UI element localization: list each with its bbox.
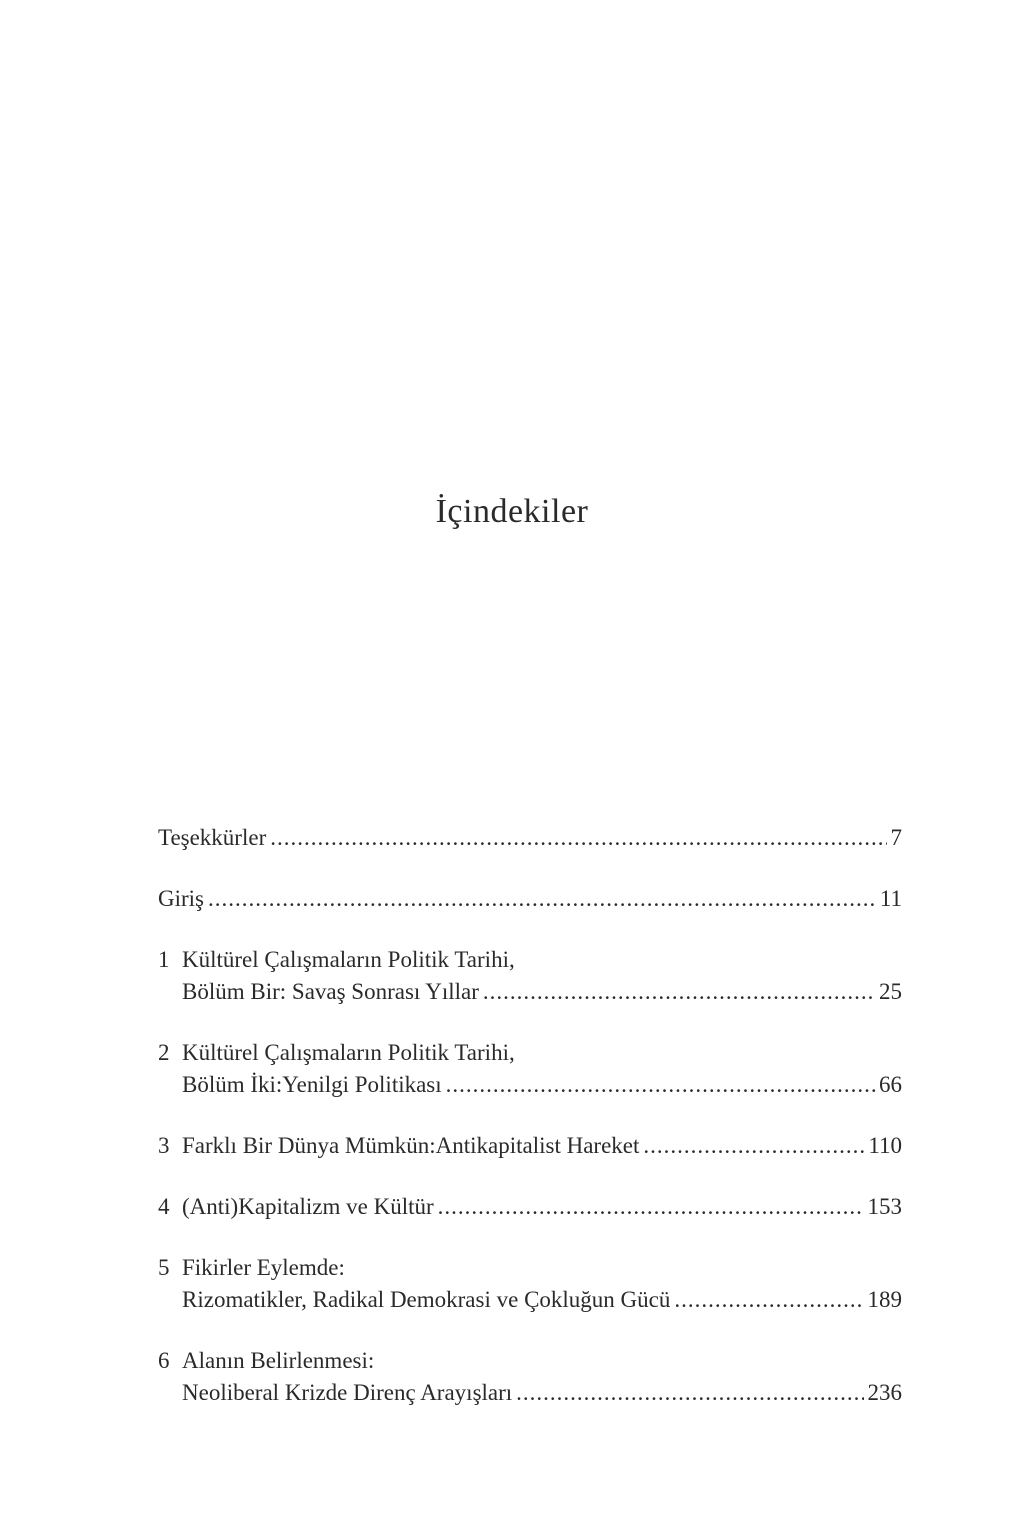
dot-leader xyxy=(270,822,886,854)
toc-entry-title: Fikirler Eylemde: xyxy=(182,1255,345,1280)
page-title: İçindekiler xyxy=(435,493,589,530)
toc-page-number: 7 xyxy=(890,825,902,850)
dot-leader xyxy=(674,1284,863,1316)
toc-entry-chapter-6 xyxy=(158,1345,902,1409)
chapter-number: 1 xyxy=(158,947,170,972)
toc-entry-title: Kültürel Çalışmaların Politik Tarihi, xyxy=(182,1040,515,1065)
chapter-number: 5 xyxy=(158,1255,170,1280)
chapter-number: 4 xyxy=(158,1194,170,1219)
toc-entry-title: Alanın Belirlenmesi: xyxy=(182,1348,375,1373)
table-of-contents xyxy=(158,822,902,1438)
toc-page-number: 110 xyxy=(868,1133,902,1158)
dot-leader xyxy=(208,883,876,915)
toc-entry-subtitle: Rizomatikler, Radikal Demokrasi ve Çokluğun Gücü xyxy=(182,1287,671,1312)
toc-entry-title: Kültürel Çalışmaların Politik Tarihi, xyxy=(182,947,515,972)
toc-entry-subtitle: Neoliberal Krizde Direnç Arayışları xyxy=(182,1380,513,1405)
toc-entry-subtitle: Bölüm İki:Yenilgi Politikası xyxy=(182,1072,442,1097)
chapter-number: 6 xyxy=(158,1348,170,1373)
dot-leader xyxy=(516,1377,863,1409)
toc-entry-chapter-3 xyxy=(158,1130,902,1162)
dot-leader xyxy=(438,1191,864,1223)
toc-page-number: 153 xyxy=(867,1194,902,1219)
toc-entry-chapter-4 xyxy=(158,1191,902,1223)
toc-entry-introduction xyxy=(158,883,902,915)
toc-entry-title: (Anti)Kapitalizm ve Kültür xyxy=(182,1194,434,1219)
toc-page-number: 189 xyxy=(867,1287,902,1312)
toc-entry-acknowledgements xyxy=(158,822,902,854)
toc-entry-title: Teşekkürler xyxy=(158,825,267,850)
toc-page-number: 11 xyxy=(879,886,902,911)
toc-entry-title: Giriş xyxy=(158,886,204,911)
dot-leader xyxy=(483,976,875,1008)
toc-entry-title: Farklı Bir Dünya Mümkün:Antikapitalist Hareket xyxy=(182,1133,640,1158)
toc-entry-chapter-5 xyxy=(158,1252,902,1316)
toc-entry-chapter-2 xyxy=(158,1037,902,1101)
chapter-number: 3 xyxy=(158,1133,170,1158)
toc-page-number: 236 xyxy=(867,1380,902,1405)
chapter-number: 2 xyxy=(158,1040,170,1065)
toc-page-number: 25 xyxy=(879,979,902,1004)
dot-leader xyxy=(446,1069,875,1101)
toc-entry-subtitle: Bölüm Bir: Savaş Sonrası Yıllar xyxy=(182,979,479,1004)
toc-page-number: 66 xyxy=(879,1072,902,1097)
toc-entry-chapter-1 xyxy=(158,944,902,1008)
dot-leader xyxy=(643,1130,864,1162)
